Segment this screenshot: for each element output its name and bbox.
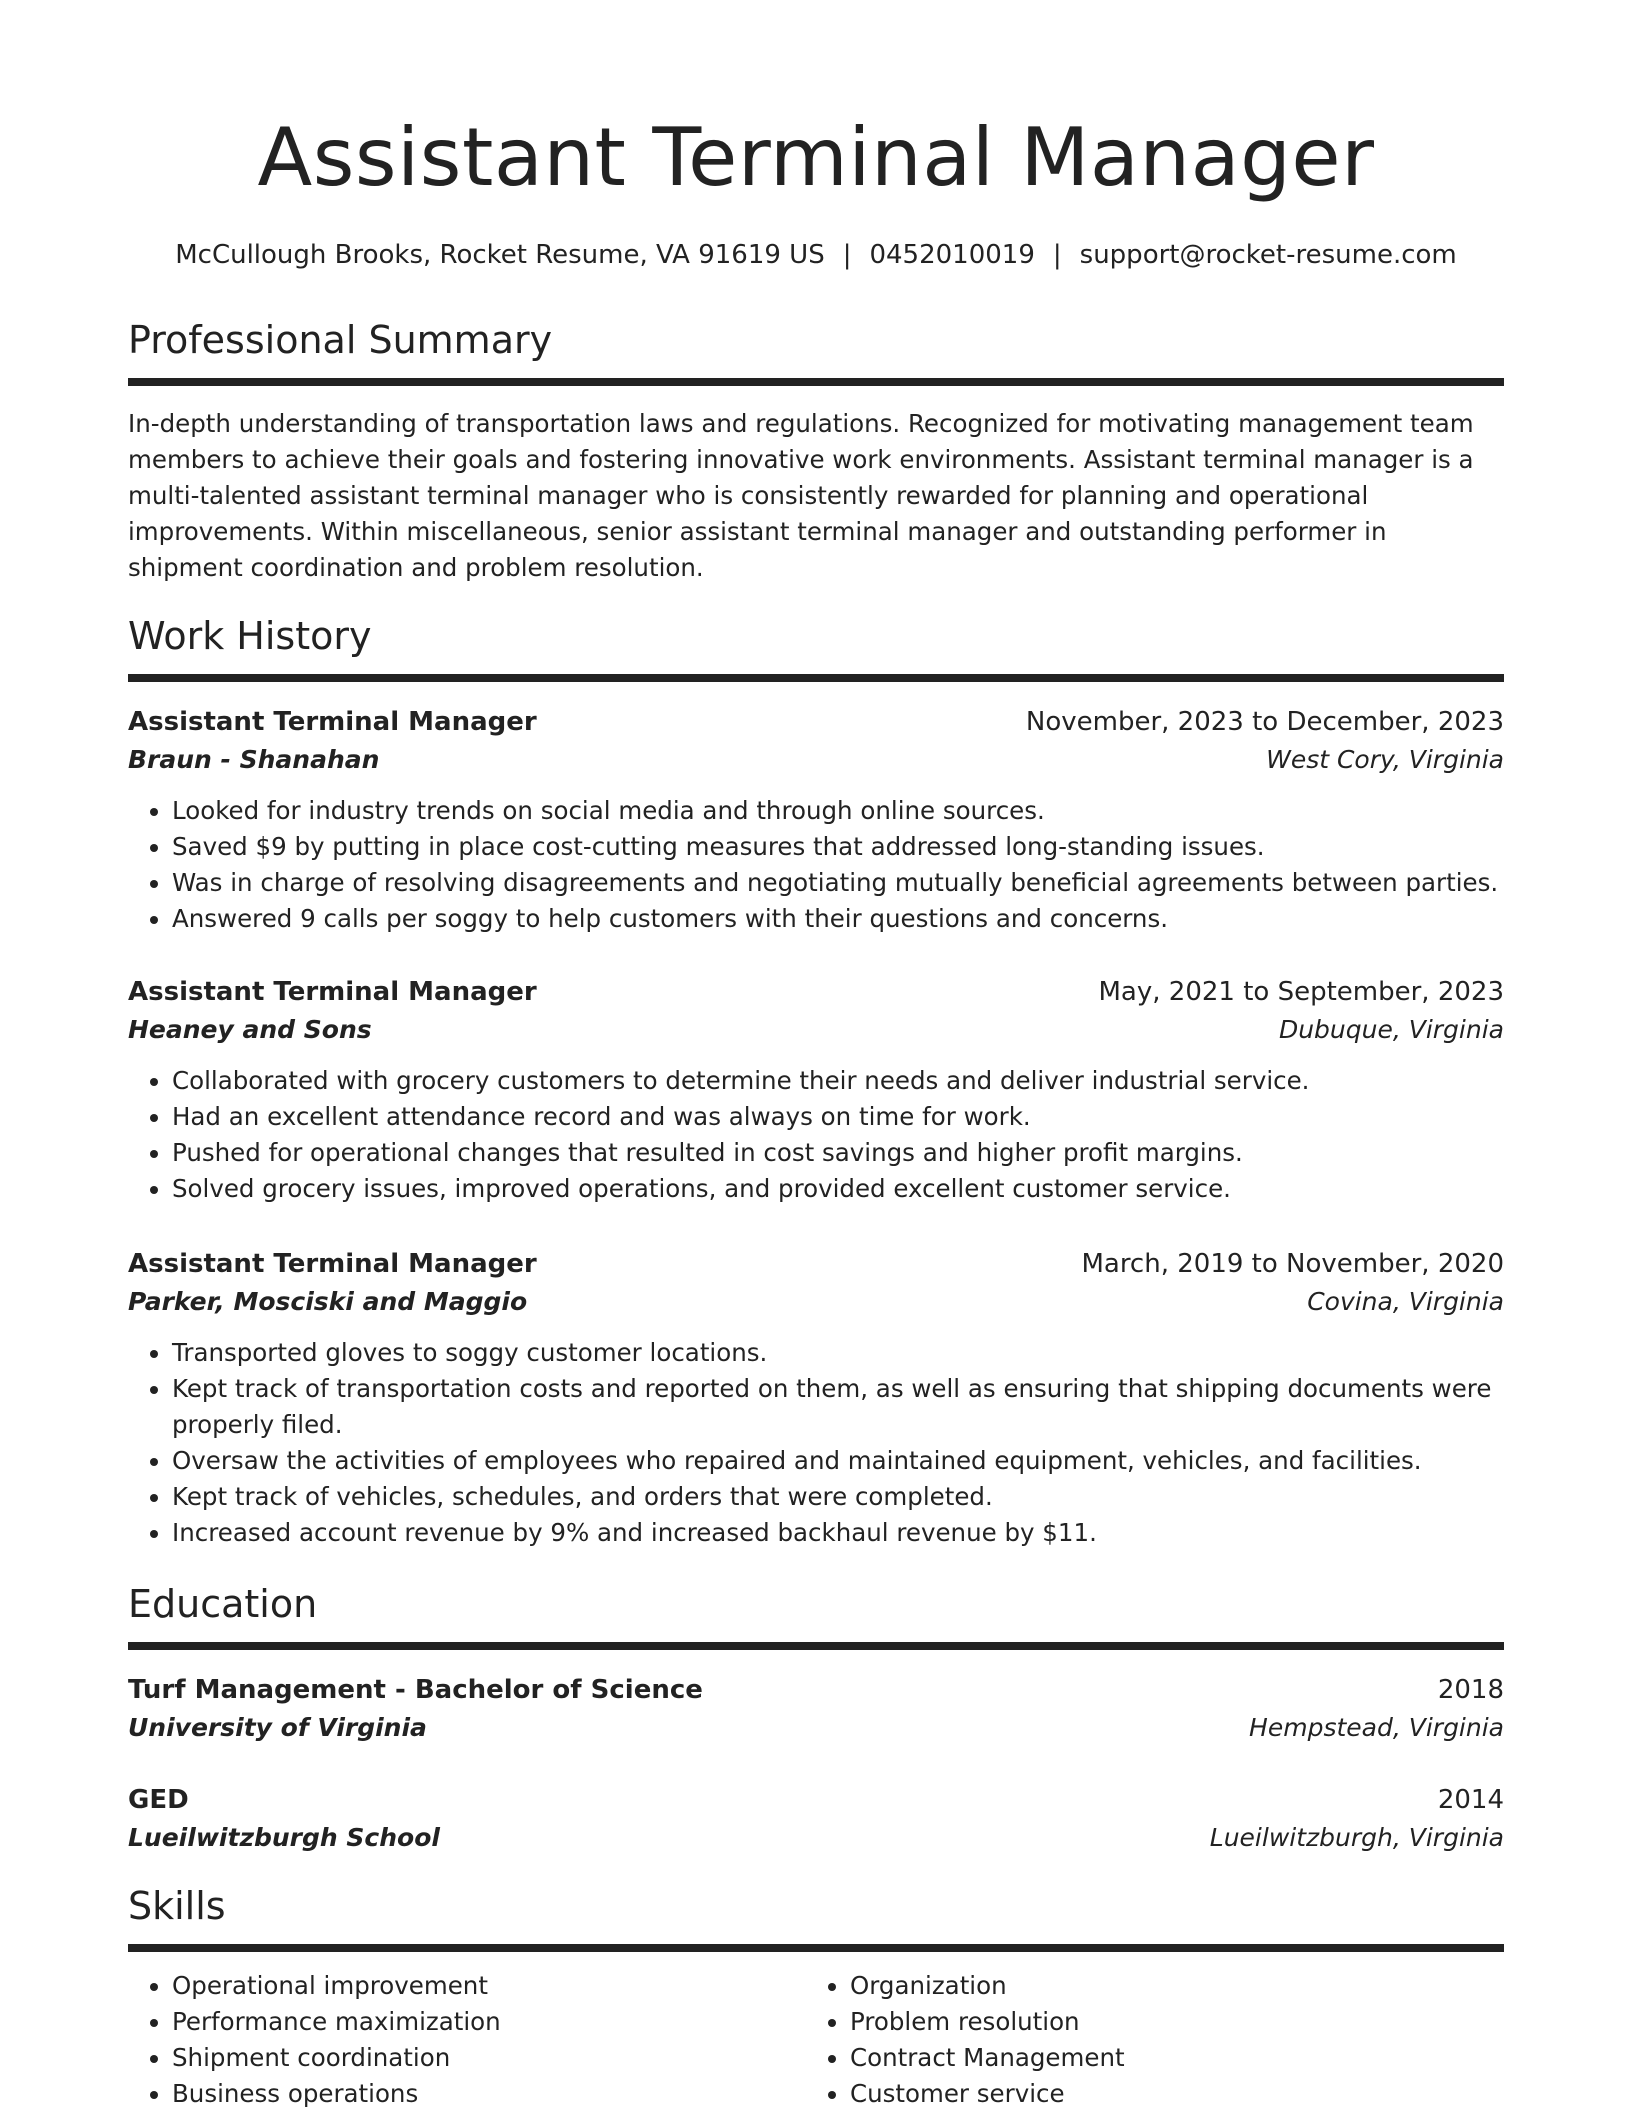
- skills-column-left: [128, 1968, 806, 2112]
- bullet-item: • Solved grocery issues, improved operations, and provided excellent customer service.: [172, 1171, 1504, 1207]
- skills-list: [128, 1968, 1504, 2112]
- work-entry: [128, 1245, 1504, 1551]
- job-title: Assistant Terminal Manager: [128, 1249, 537, 1279]
- bullet-item: • Looked for industry trends on social media and through online sources.: [172, 793, 1504, 829]
- contact-line: [128, 240, 1504, 271]
- bullet-item: • Was in charge of resolving disagreements and negotiating mutually beneficial agreements between parties.: [172, 865, 1504, 901]
- work-entry: [128, 973, 1504, 1207]
- section-title: Work History: [128, 614, 372, 658]
- job-bullets: [128, 1335, 1504, 1551]
- job-dates: May, 2021 to September, 2023: [1098, 977, 1504, 1007]
- school-location: Lueilwitzburgh, Virginia: [1209, 1823, 1504, 1852]
- school-name: Lueilwitzburgh School: [128, 1823, 440, 1852]
- company-name: Braun - Shanahan: [128, 745, 380, 774]
- bullet-item: • Collaborated with grocery customers to determine their needs and deliver industrial service.: [172, 1063, 1504, 1099]
- graduation-year: 2018: [1437, 1675, 1504, 1705]
- job-dates: March, 2019 to November, 2020: [1081, 1249, 1504, 1279]
- job-bullets: [128, 1063, 1504, 1207]
- job-title: Assistant Terminal Manager: [128, 977, 537, 1007]
- bullet-item: • Kept track of transportation costs and reported on them, as well as ensuring that shipping documents were properly filed.: [172, 1371, 1504, 1443]
- section-divider: [128, 378, 1504, 384]
- degree-name: GED: [128, 1785, 189, 1815]
- bullet-item: • Increased account revenue by 9% and increased backhaul revenue by $11.: [172, 1515, 1504, 1551]
- company-name: Parker, Mosciski and Maggio: [128, 1287, 528, 1316]
- section-skills: [128, 1884, 1504, 1950]
- bullet-item: • Answered 9 calls per soggy to help customers with their questions and concerns.: [172, 901, 1504, 937]
- section-divider: [128, 1642, 1504, 1648]
- work-entry: [128, 703, 1504, 937]
- skill-item: • Operational improvement: [172, 1968, 806, 2004]
- bullet-item: • Had an excellent attendance record and was always on time for work.: [172, 1099, 1504, 1135]
- section-divider: [128, 1944, 1504, 1950]
- bullet-item: • Pushed for operational changes that resulted in cost savings and higher profit margins.: [172, 1135, 1504, 1171]
- skill-item: • Shipment coordination: [172, 2040, 806, 2076]
- education-entry: [128, 1781, 1504, 1857]
- contact-address: McCullough Brooks, Rocket Resume, VA 91619 US: [175, 240, 825, 270]
- summary-text: In-depth understanding of transportation laws and regulations. Recognized for motivating management team members to achieve their goals and fostering innovative work environments. Assistant terminal manager is a multi-talented assistant terminal manager who is consistently rewarded for planning and operational improvements. Within miscellaneous, senior assistant terminal manager and outstanding performer in shipment coordination and problem resolution.: [128, 409, 1474, 582]
- bullet-item: • Kept track of vehicles, schedules, and orders that were completed.: [172, 1479, 1504, 1515]
- job-location: Dubuque, Virginia: [1278, 1015, 1504, 1044]
- bullet-item: • Oversaw the activities of employees who repaired and maintained equipment, vehicles, and facilities.: [172, 1443, 1504, 1479]
- skill-item: • Customer service: [850, 2076, 1484, 2112]
- skill-item: • Problem resolution: [850, 2004, 1484, 2040]
- section-title: Education: [128, 1582, 318, 1626]
- job-title: Assistant Terminal Manager: [128, 707, 537, 737]
- degree-name: Turf Management - Bachelor of Science: [128, 1675, 703, 1705]
- job-location: West Cory, Virginia: [1266, 745, 1504, 774]
- contact-separator: |: [842, 240, 852, 270]
- section-professional-summary: [128, 318, 1504, 384]
- school-location: Hempstead, Virginia: [1249, 1713, 1504, 1742]
- section-title: Skills: [128, 1884, 226, 1928]
- contact-phone: 0452010019: [869, 240, 1035, 270]
- job-bullets: [128, 793, 1504, 937]
- company-name: Heaney and Sons: [128, 1015, 372, 1044]
- bullet-item: • Saved $9 by putting in place cost-cutting measures that addressed long-standing issues.: [172, 829, 1504, 865]
- skill-item: • Organization: [850, 1968, 1484, 2004]
- bullet-item: • Transported gloves to soggy customer locations.: [172, 1335, 1504, 1371]
- job-location: Covina, Virginia: [1307, 1287, 1504, 1316]
- resume-title: Assistant Terminal Manager: [257, 111, 1375, 204]
- skill-item: • Business operations: [172, 2076, 806, 2112]
- school-name: University of Virginia: [128, 1713, 427, 1742]
- section-work-history: [128, 614, 1504, 680]
- skill-item: • Performance maximization: [172, 2004, 806, 2040]
- section-title: Professional Summary: [128, 318, 553, 362]
- section-divider: [128, 674, 1504, 680]
- skill-item: • Contract Management: [850, 2040, 1484, 2076]
- graduation-year: 2014: [1437, 1785, 1504, 1815]
- job-dates: November, 2023 to December, 2023: [1025, 707, 1504, 737]
- education-entry: [128, 1671, 1504, 1747]
- contact-email: support@rocket-resume.com: [1079, 240, 1457, 270]
- contact-separator: |: [1052, 240, 1062, 270]
- section-education: [128, 1582, 1504, 1648]
- skills-column-right: [806, 1968, 1484, 2112]
